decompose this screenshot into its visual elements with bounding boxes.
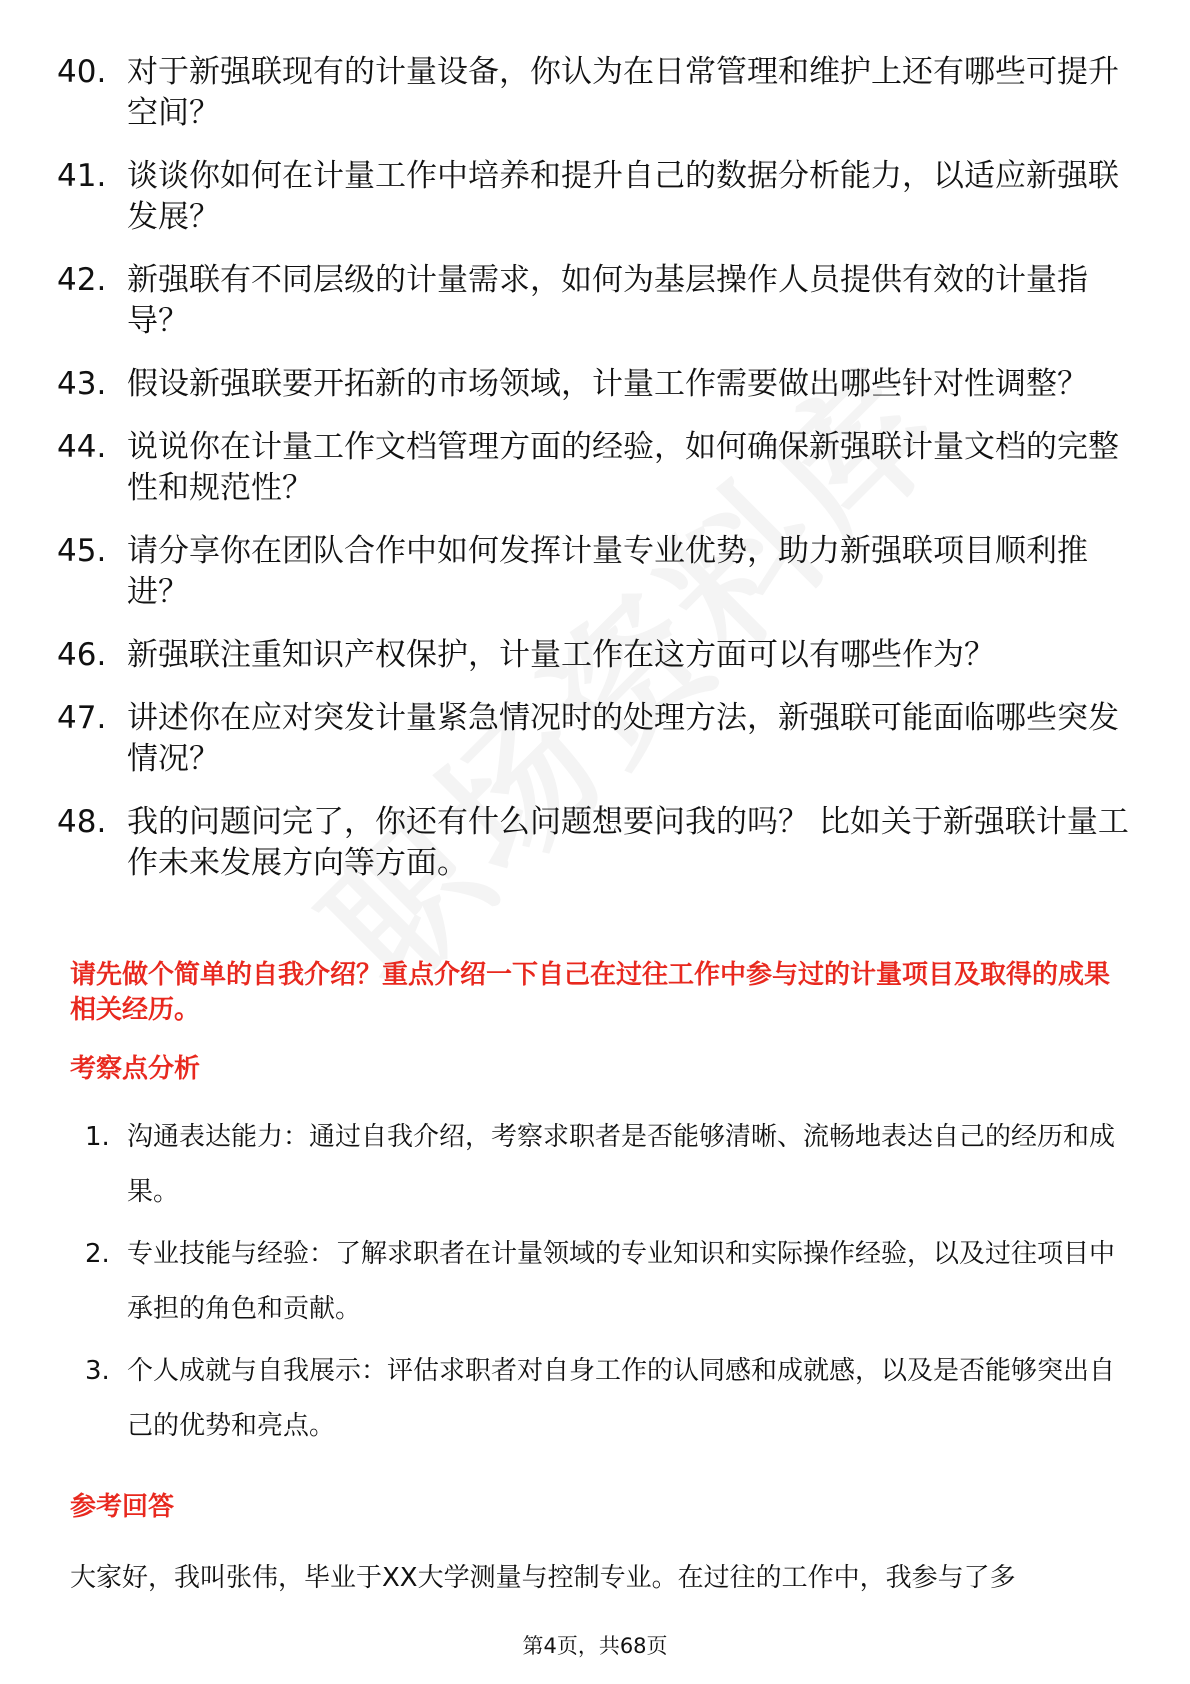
question-list bbox=[57, 52, 1137, 906]
item-number: 2. bbox=[85, 1239, 110, 1269]
list-item bbox=[57, 364, 1137, 405]
item-number: 41. bbox=[57, 158, 107, 194]
list-item bbox=[57, 698, 1137, 780]
item-number: 42. bbox=[57, 262, 107, 298]
item-text: 我的问题问完了，你还有什么问题想要问我的吗？ 比如关于新强联计量工作未来发展方向等方面。 bbox=[127, 804, 1129, 881]
item-text: 说说你在计量工作文档管理方面的经验，如何确保新强联计量文档的完整性和规范性？ bbox=[127, 429, 1119, 506]
answer-text: 大家好，我叫张伟，毕业于XX大学测量与控制专业。在过往的工作中，我参与了多 bbox=[70, 1563, 1016, 1593]
item-text: 新强联注重知识产权保护，计量工作在这方面可以有哪些作为？ bbox=[127, 637, 995, 673]
item-number: 3. bbox=[85, 1356, 110, 1386]
list-item bbox=[57, 802, 1137, 884]
item-text: 讲述你在应对突发计量紧急情况时的处理方法，新强联可能面临哪些突发情况？ bbox=[127, 700, 1119, 777]
item-number: 46. bbox=[57, 637, 107, 673]
list-item bbox=[85, 1110, 1135, 1220]
list-item bbox=[85, 1227, 1135, 1337]
item-text: 新强联有不同层级的计量需求，如何为基层操作人员提供有效的计量指导？ bbox=[127, 262, 1088, 339]
item-number: 48. bbox=[57, 804, 107, 840]
item-text: 沟通表达能力：通过自我介绍，考察求职者是否能够清晰、流畅地表达自己的经历和成果。 bbox=[127, 1122, 1116, 1207]
analysis-list bbox=[85, 1110, 1135, 1461]
item-number: 43. bbox=[57, 366, 107, 402]
analysis-heading: 考察点分析 bbox=[70, 1054, 201, 1084]
item-text: 专业技能与经验：了解求职者在计量领域的专业知识和实际操作经验，以及过往项目中承担的角色和贡献。 bbox=[127, 1239, 1116, 1324]
item-number: 47. bbox=[57, 700, 107, 736]
list-item bbox=[57, 531, 1137, 613]
item-text: 请分享你在团队合作中如何发挥计量专业优势，助力新强联项目顺利推进？ bbox=[127, 533, 1088, 610]
list-item bbox=[57, 260, 1137, 342]
list-item bbox=[85, 1344, 1135, 1454]
page-footer: 第4页，共68页 bbox=[522, 1634, 668, 1658]
list-item bbox=[57, 156, 1137, 238]
item-number: 1. bbox=[85, 1122, 110, 1152]
highlight-question: 请先做个简单的自我介绍？重点介绍一下自己在过往工作中参与过的计量项目及取得的成果相关经历。 bbox=[70, 960, 1111, 1025]
list-item bbox=[57, 52, 1137, 134]
answer-heading: 参考回答 bbox=[70, 1492, 175, 1522]
item-number: 45. bbox=[57, 533, 107, 569]
item-text: 假设新强联要开拓新的市场领域，计量工作需要做出哪些针对性调整？ bbox=[127, 366, 1088, 402]
item-number: 40. bbox=[57, 54, 107, 90]
item-text: 谈谈你如何在计量工作中培养和提升自己的数据分析能力，以适应新强联发展？ bbox=[127, 158, 1119, 235]
list-item bbox=[57, 635, 1137, 676]
item-text: 个人成就与自我展示：评估求职者对自身工作的认同感和成就感，以及是否能够突出自己的优势和亮点。 bbox=[127, 1356, 1116, 1441]
item-number: 44. bbox=[57, 429, 107, 465]
item-text: 对于新强联现有的计量设备，你认为在日常管理和维护上还有哪些可提升空间？ bbox=[127, 54, 1119, 131]
list-item bbox=[57, 427, 1137, 509]
